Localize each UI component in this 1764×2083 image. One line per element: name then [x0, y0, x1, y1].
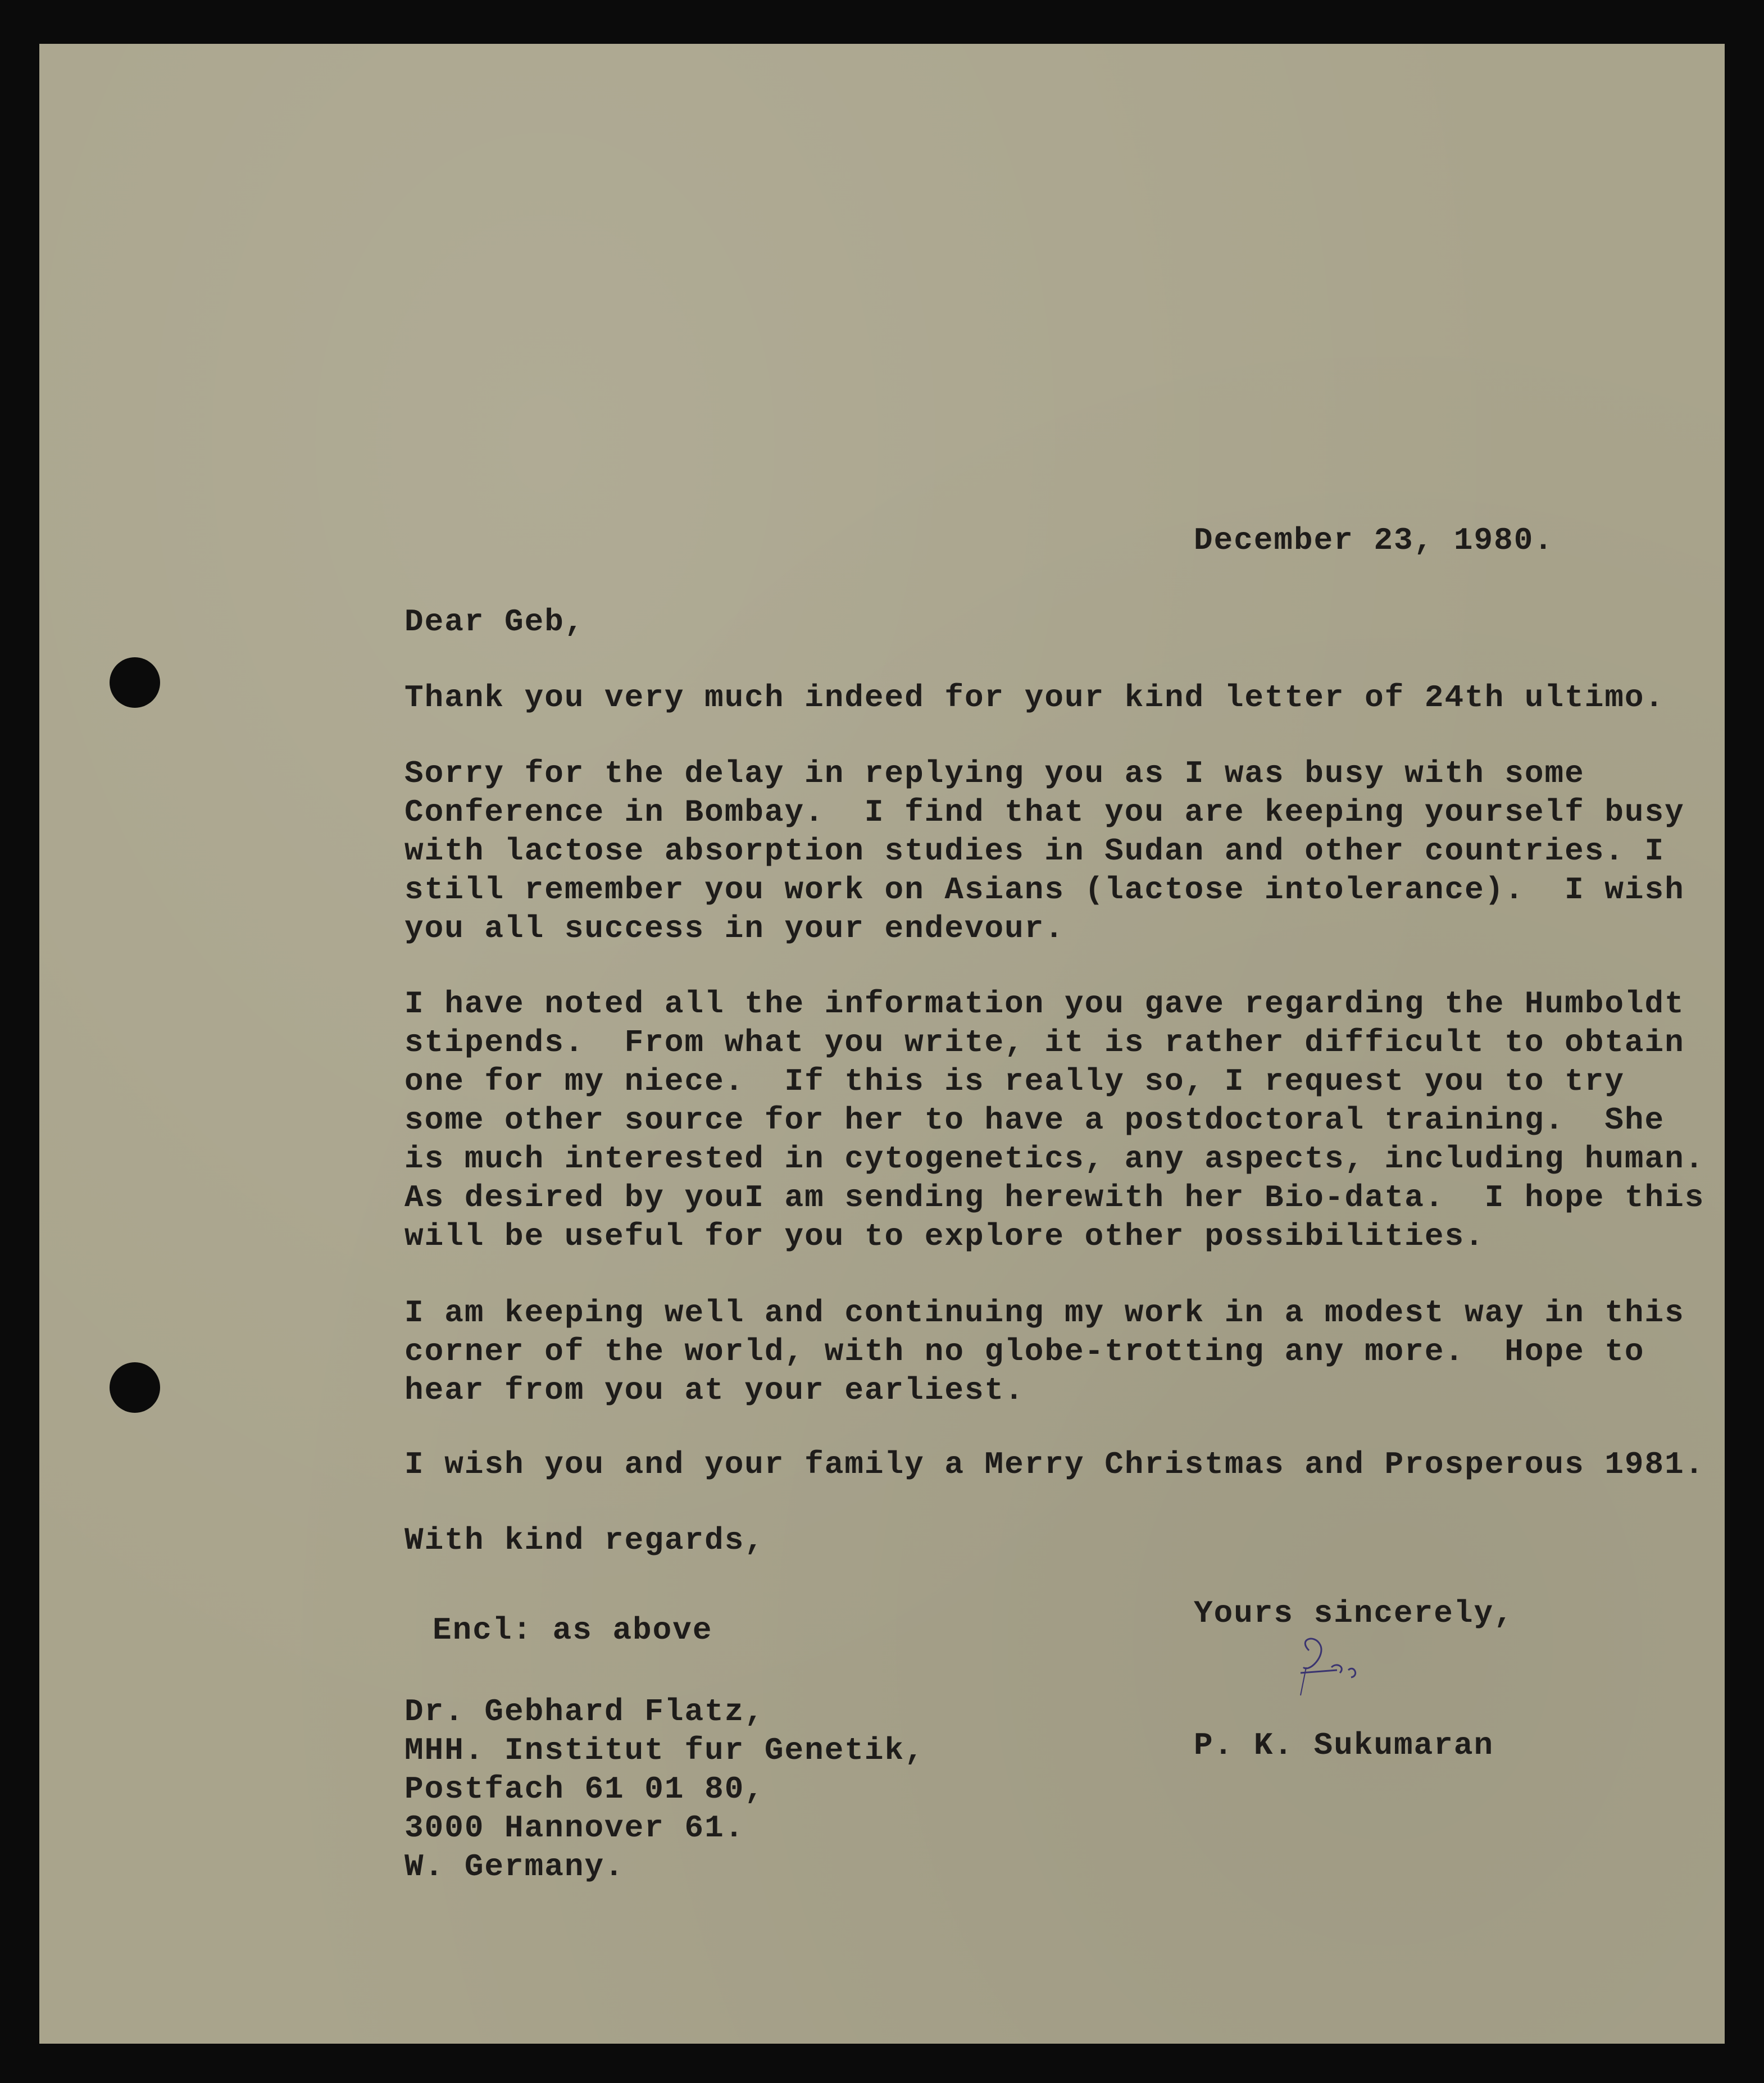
closing: With kind regards,: [404, 1522, 765, 1558]
paragraph-4: I am keeping well and continuing my work in a modest way in this corner of the world, with no globe-trotting any more. Hope to hear from you at your earliest.: [404, 1295, 1685, 1408]
sender-name: P. K. Sukumaran: [1194, 1727, 1494, 1763]
paragraph-3: I have noted all the information you gave regarding the Humboldt stipends. From what you write, it is rather difficult to obtain one for my niece. If this is really so, I request you to try some other source for her to have a postdoctoral training. She is much interested in cytogenetics, any aspects, including human. As desired by youI am sending herewith her Bio-data. I hope this will be useful for you to explore other possibilities.: [404, 986, 1705, 1254]
punch-hole-top: [110, 657, 160, 708]
paragraph-5: I wish you and your family a Merry Christmas and Prosperous 1981.: [404, 1447, 1705, 1482]
handwritten-signature: [1275, 1634, 1388, 1701]
enclosure-note: Encl: as above: [433, 1612, 713, 1648]
letter-date: December 23, 1980.: [1194, 522, 1554, 558]
valediction: Yours sincerely,: [1194, 1595, 1514, 1631]
punch-hole-bottom: [110, 1362, 160, 1413]
paragraph-2: Sorry for the delay in replying you as I was busy with some Conference in Bombay. I find that you are keeping yourself busy with lactose absorption studies in Sudan and other countries. I still remember you work on Asians (lactose intolerance). I wish you all success in your endevour.: [404, 756, 1685, 947]
letter-page: [39, 44, 1725, 2044]
salutation: Dear Geb,: [404, 604, 585, 640]
paragraph-1: Thank you very much indeed for your kind letter of 24th ultimo.: [404, 680, 1665, 716]
recipient-address: Dr. Gebhard Flatz, MHH. Institut fur Genetik, Postfach 61 01 80, 3000 Hannover 61. W. Germany.: [404, 1694, 925, 1885]
